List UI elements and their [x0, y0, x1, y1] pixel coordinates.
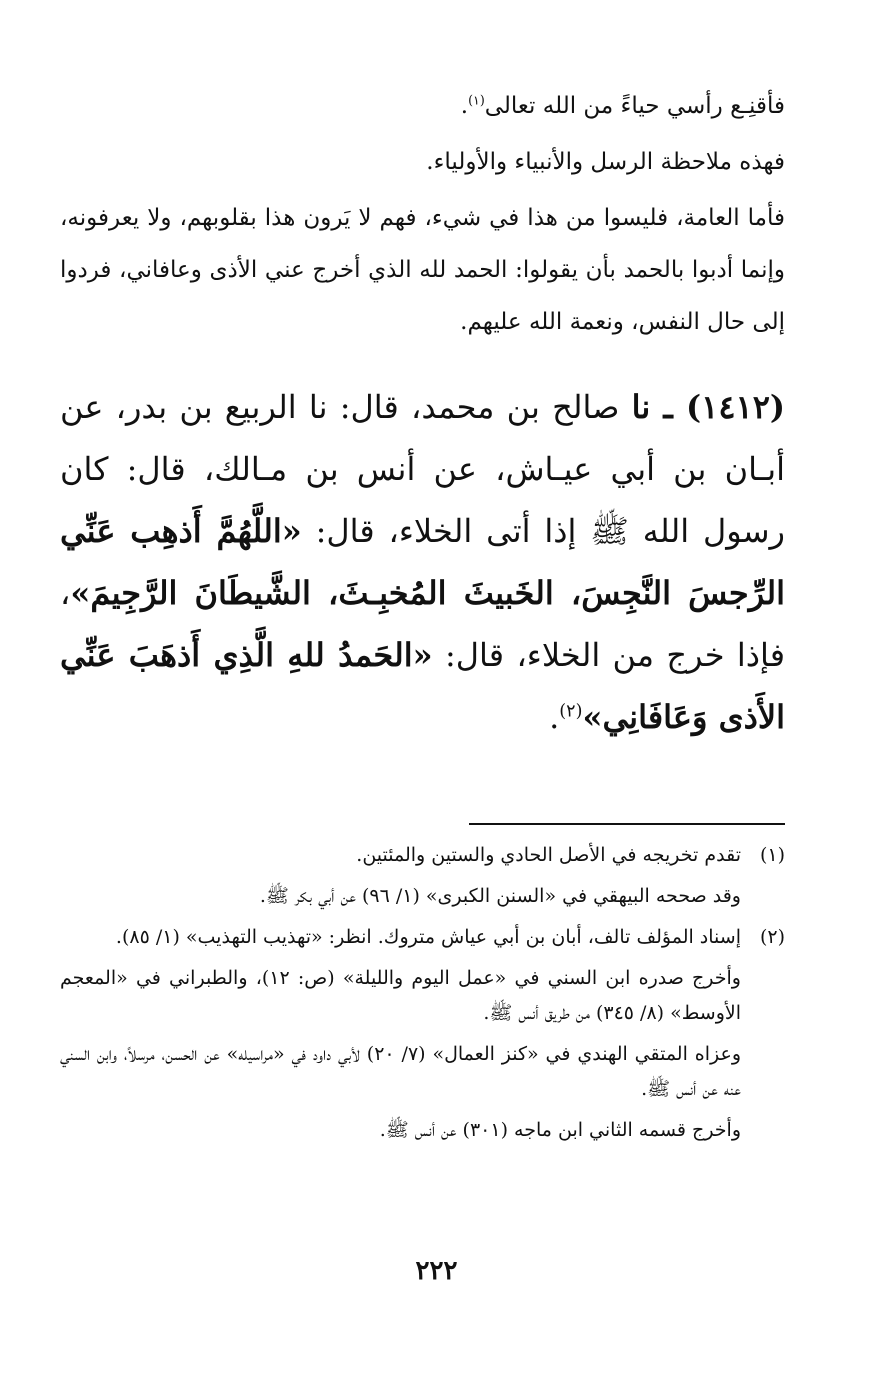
- hadith-1412: [60, 376, 785, 748]
- page-number: ٢٢٢: [415, 1256, 458, 1286]
- hadith-dua-entering: «اللَّهُمَّ أَذهِب عَنِّي الرِّجسَ النَّجِسَ، الخَبيثَ المُخبِـثَ، الشَّيطَانَ الرَّجِيمَ»: [60, 512, 785, 612]
- hadith-end: .: [549, 698, 560, 736]
- hadith-number: (١٤١٢) ـ نا: [631, 388, 786, 426]
- footnote-text: وأخرج صدره ابن السني في «عمل اليوم والليلة» (ص: ١٢)، والطبراني في «المعجم الأوسط» (٨/ ٣٤٥) من طريق أنس ﷺ.: [60, 967, 741, 1024]
- footnote-marker: [741, 1037, 785, 1107]
- footnote-marker: (١): [759, 844, 785, 866]
- footnote-text: وقد صححه البيهقي في «السنن الكبرى» (١/ ٩٦) عن أبي بكر ﷺ.: [259, 885, 741, 907]
- footnote-text: إسناد المؤلف تالف، أبان بن أبي عياش متروك. انظر: «تهذيب التهذيب» (١/ ٨٥).: [115, 926, 741, 948]
- hadith-dua-leaving: «الحَمدُ للهِ الَّذِي أَذهَبَ عَنِّي الأَذى وَعَافَانِي»: [60, 636, 785, 736]
- paragraph-1-end: .: [460, 93, 469, 119]
- footnote-1-continued: [60, 879, 785, 914]
- footnote-marker: (٢): [759, 926, 785, 948]
- footnote-text: وعزاه المتقي الهندي في «كنز العمال» (٧/ ٢٠) لأبي داود في «مراسيله» عن الحسن، مرسلاً، وابن السني عنه عن أنس ﷺ.: [60, 1043, 741, 1100]
- footnote-1: [60, 838, 785, 873]
- footnote-divider: [469, 823, 785, 825]
- paragraph-1-text: فأقنِـع رأسي حياءً من الله تعالى: [484, 93, 785, 119]
- paragraph-2: فهذه ملاحظة الرسل والأنبياء والأولياء.: [426, 149, 785, 175]
- paragraph-1: [60, 80, 785, 132]
- footnote-text: تقدم تخريجه في الأصل الحادي والستين والمئتين.: [356, 844, 741, 866]
- footnote-2-continued: [60, 1037, 785, 1107]
- footnote-marker: [741, 879, 785, 914]
- footnote-ref-1[interactable]: (١): [468, 92, 485, 108]
- footnote-text: وأخرج قسمه الثاني ابن ماجه (٣٠١) عن أنس ﷺ.: [379, 1119, 741, 1141]
- footnote-marker: [741, 961, 785, 1031]
- footnote-ref-2[interactable]: (٢): [559, 701, 583, 722]
- hadith-mid: ، فإذا خرج من الخلاء، قال:: [60, 574, 786, 674]
- footnote-2: [60, 920, 785, 955]
- page-body: [60, 80, 785, 780]
- paragraph-3: فأما العامة، فليسوا من هذا في شيء، فهم لا يَرون هذا بقلوبهم، ولا يعرفونه، وإنما أدبوا بالحمد بأن يقولوا: الحمد لله الذي أخرج عني الأذى وعافاني، فردوا إلى حال النفس، ونعمة الله عليهم.: [60, 205, 785, 335]
- hadith-chain: صالح بن محمد، قال: نا الربيع بن بدر، عن أبـان بن أبي عيـاش، عن أنس بن مـالك، قال: كان رسول الله ﷺ إذا أتى الخلاء، قال:: [60, 388, 786, 550]
- footnote-marker: [741, 1113, 785, 1148]
- footnote-2-continued: [60, 1113, 785, 1148]
- footnotes: [60, 838, 785, 1154]
- footnote-2-continued: [60, 961, 785, 1031]
